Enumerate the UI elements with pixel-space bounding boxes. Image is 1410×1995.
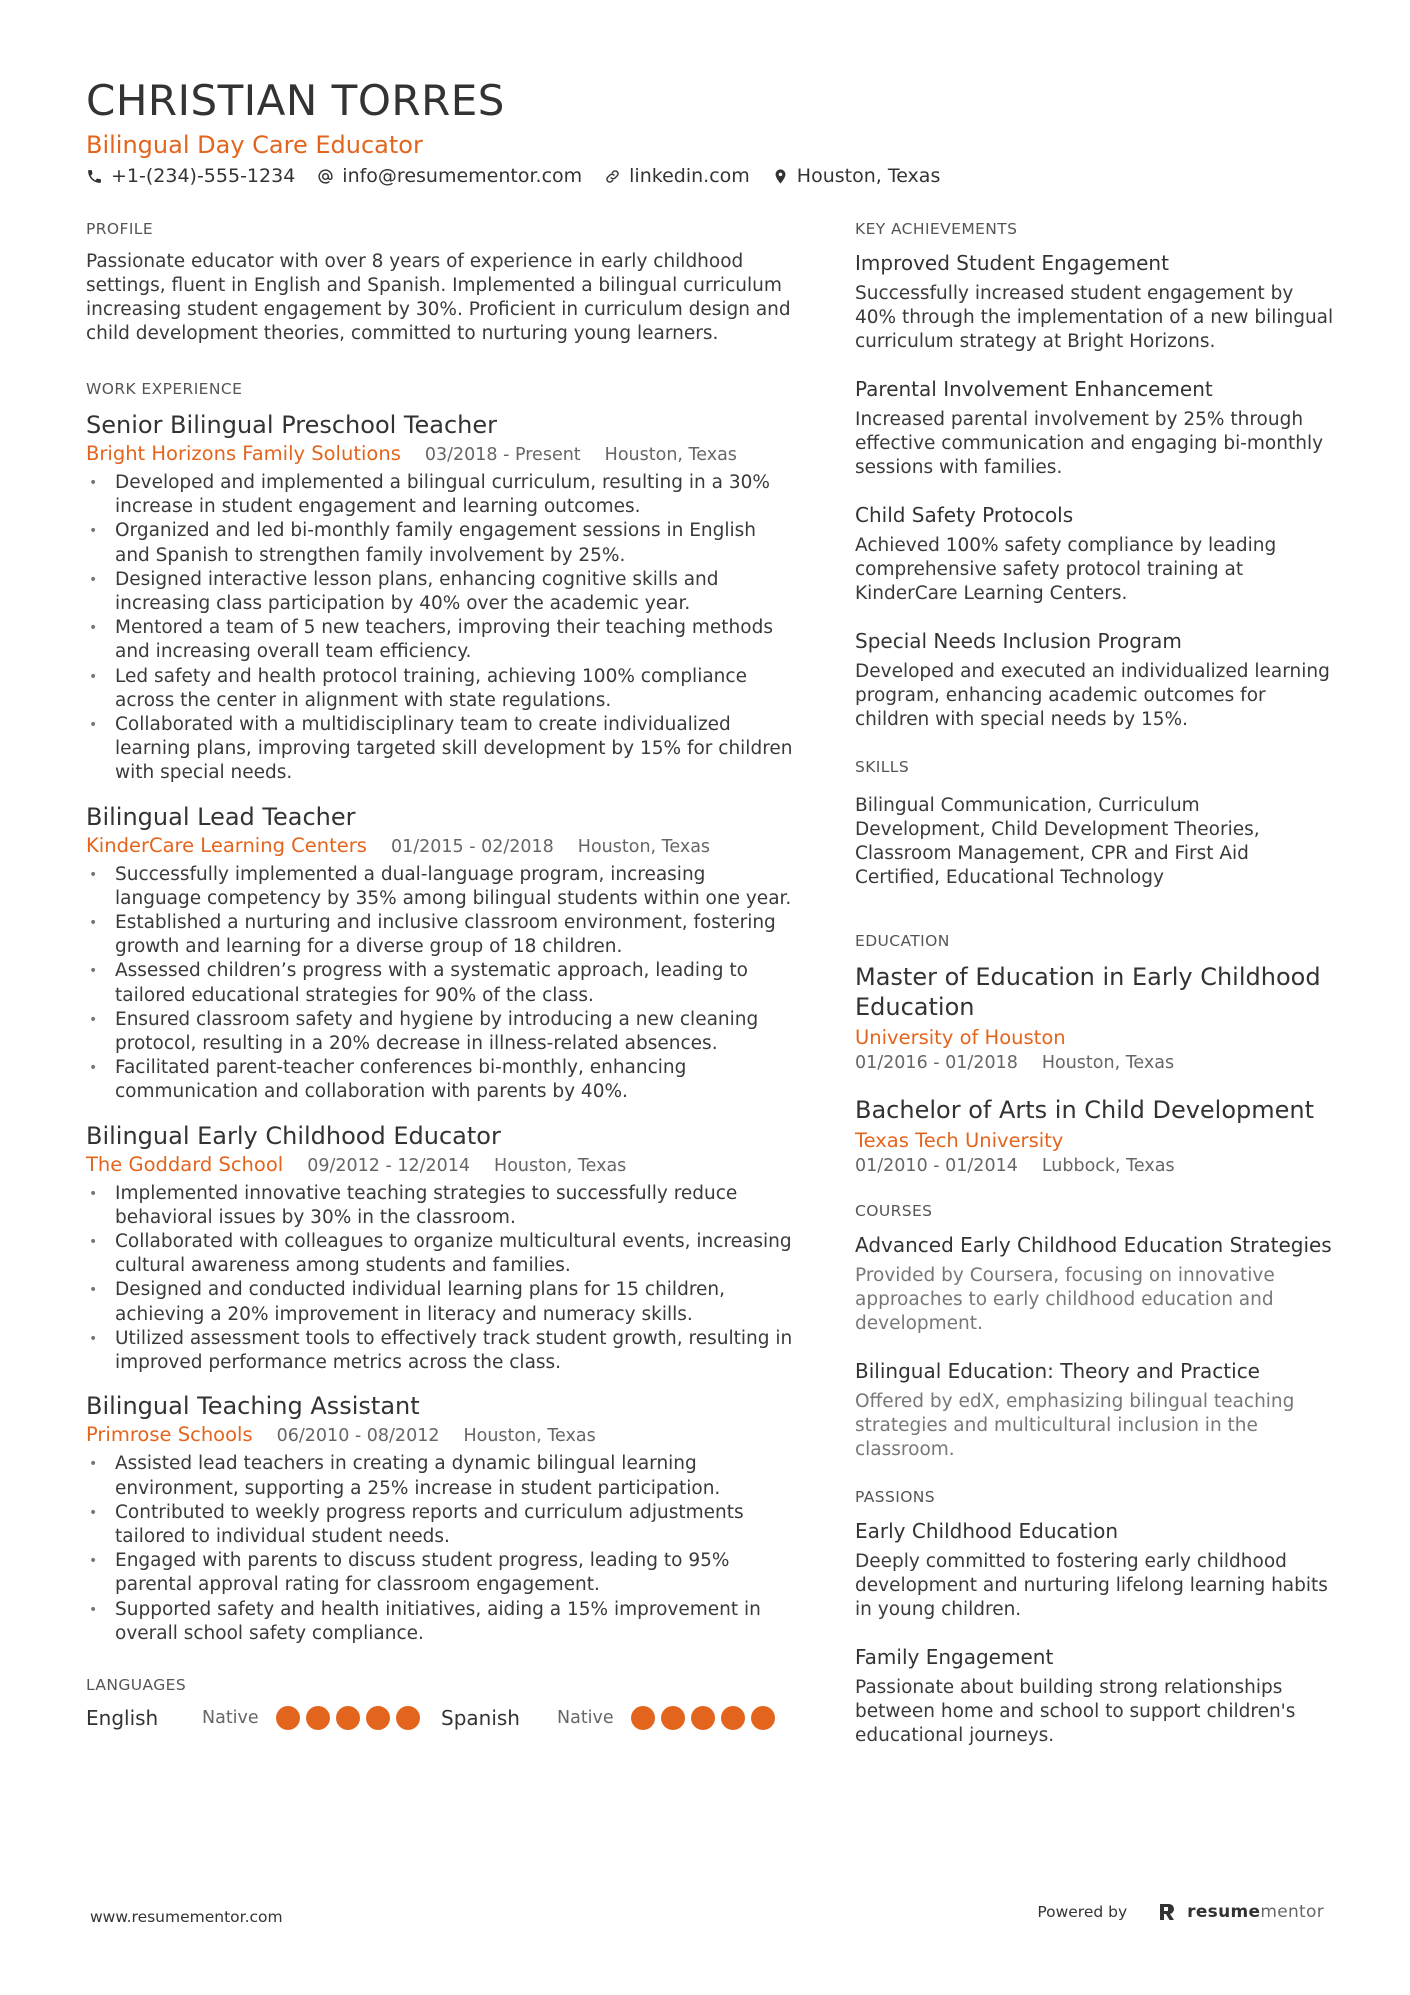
- contact-location: [772, 165, 941, 187]
- pin-icon: [772, 168, 789, 185]
- footer-brand: [1037, 1902, 1324, 1922]
- job-bullet: • Designed and conducted individual learning plans for 15 children, achieving a 20% improvement in literacy and numeracy skills.: [86, 1278, 796, 1326]
- rating-dot: [691, 1706, 715, 1730]
- education-meta: [855, 1053, 1335, 1073]
- achievements-item: [855, 628, 1335, 732]
- job-bullet: • Engaged with parents to discuss student progress, leading to 95% parental approval rating for classroom engagement.: [86, 1549, 796, 1597]
- rating-dot: [366, 1706, 390, 1730]
- passions-heading: PASSIONS: [855, 1488, 936, 1506]
- job-entry: [86, 1121, 796, 1376]
- job-bullet: • Contributed to weekly progress reports and curriculum adjustments tailored to individual student needs.: [86, 1501, 796, 1549]
- job-company: KinderCare Learning Centers: [86, 833, 367, 857]
- job-bullets: [86, 1452, 796, 1646]
- job-bullet: • Collaborated with colleagues to organize multicultural events, increasing cultural awareness among students and families.: [86, 1230, 796, 1278]
- footer-website[interactable]: www.resumementor.com: [90, 1908, 283, 1926]
- phone-text: +1-(234)-555-1234: [111, 165, 296, 187]
- job-meta: [86, 442, 796, 465]
- job-bullets: [86, 1182, 796, 1376]
- job-meta: [86, 834, 796, 857]
- education-location: Lubbock, Texas: [1041, 1156, 1175, 1176]
- language-item: [86, 1706, 441, 1730]
- passions-item: [855, 1644, 1335, 1748]
- rating-dot: [276, 1706, 300, 1730]
- language-rating: [631, 1706, 775, 1730]
- languages-section: [86, 1676, 796, 1730]
- achievements-item-desc: Developed and executed an individualized learning program, enhancing academic outcomes for children with special needs by 15%.: [855, 661, 1330, 730]
- contact-linkedin[interactable]: [604, 165, 750, 187]
- candidate-role: Bilingual Day Care Educator: [86, 131, 423, 159]
- achievements-item: [855, 250, 1335, 354]
- brand-name: [1187, 1902, 1324, 1922]
- profile-text: Passionate educator with over 8 years of experience in early childhood settings, fluent in English and Spanish. Implemented a bilingual curriculum increasing student engagement by 30%. Proficient in curriculum design and child development theories, committed to nurturing young learners.: [86, 251, 791, 344]
- education-heading: EDUCATION: [855, 932, 950, 950]
- at-icon: [317, 168, 334, 185]
- education-school: University of Houston: [855, 1026, 1066, 1049]
- education-dates: 01/2010 - 01/2014: [855, 1156, 1018, 1176]
- skills-section: [855, 758, 1335, 890]
- job-entry: [86, 1391, 796, 1646]
- job-bullet: • Organized and led bi-monthly family engagement sessions in English and Spanish to strengthen family involvement by 25%.: [86, 519, 796, 567]
- rating-dot: [631, 1706, 655, 1730]
- achievements-item-title: Improved Student Engagement: [855, 251, 1169, 275]
- job-bullet: • Assessed children’s progress with a systematic approach, leading to tailored educational strategies for 90% of the class.: [86, 959, 796, 1007]
- achievements-item-desc: Successfully increased student engagement by 40% through the implementation of a new bilingual curriculum strategy at Bright Horizons.: [855, 283, 1334, 352]
- passions-item-desc: Deeply committed to fostering early childhood development and nurturing lifelong learning habits in young children.: [855, 1551, 1328, 1620]
- education-item: [855, 962, 1335, 1073]
- job-title: Bilingual Early Childhood Educator: [86, 1121, 501, 1150]
- achievements-item-title: Special Needs Inclusion Program: [855, 629, 1182, 653]
- job-dates: 03/2018 - Present: [424, 445, 581, 465]
- job-bullets: [86, 471, 796, 786]
- education-list: [855, 962, 1335, 1176]
- passions-item-title: Early Childhood Education: [855, 1519, 1119, 1543]
- education-location: Houston, Texas: [1041, 1053, 1175, 1073]
- courses-item-title: Bilingual Education: Theory and Practice: [855, 1359, 1260, 1383]
- passions-item-desc: Passionate about building strong relationships between home and school to support children's educational journeys.: [855, 1677, 1296, 1746]
- job-location: Houston, Texas: [577, 836, 711, 857]
- email-text: info@resumementor.com: [342, 165, 583, 187]
- languages-heading: LANGUAGES: [86, 1675, 187, 1694]
- profile-heading: PROFILE: [86, 220, 154, 238]
- brand-name-bold: resume: [1187, 1902, 1261, 1922]
- language-level: Native: [202, 1707, 259, 1728]
- courses-item-title: Advanced Early Childhood Education Strategies: [855, 1233, 1332, 1257]
- contact-email[interactable]: [317, 165, 582, 187]
- job-meta: [86, 1423, 796, 1446]
- experience-heading: WORK EXPERIENCE: [86, 380, 243, 398]
- achievements-item-title: Parental Involvement Enhancement: [855, 377, 1213, 401]
- job-bullet: • Facilitated parent-teacher conferences bi-monthly, enhancing communication and collaboration with parents by 40%.: [86, 1056, 796, 1104]
- job-meta: [86, 1153, 796, 1176]
- candidate-name: CHRISTIAN TORRES: [86, 76, 505, 125]
- link-icon: [604, 168, 621, 185]
- passion-list: [855, 1518, 1335, 1748]
- education-degree: Master of Education in Early Childhood Education: [855, 963, 1321, 1021]
- job-bullet: • Established a nurturing and inclusive classroom environment, fostering growth and learning for a diverse group of 18 children.: [86, 911, 796, 959]
- job-bullet: • Assisted lead teachers in creating a dynamic bilingual learning environment, supporting a 25% increase in student participation.: [86, 1452, 796, 1500]
- passions-item-title: Family Engagement: [855, 1645, 1054, 1669]
- education-meta: [855, 1156, 1335, 1176]
- location-text: Houston, Texas: [796, 165, 941, 187]
- courses-heading: COURSES: [855, 1202, 933, 1220]
- linkedin-text: linkedin.com: [629, 165, 750, 187]
- skills-text: Bilingual Communication, Curriculum Development, Child Development Theories, Classroom Management, CPR and First Aid Certified, Educational Technology: [855, 795, 1260, 888]
- language-rating: [276, 1706, 420, 1730]
- course-list: [855, 1232, 1335, 1462]
- experience-section: [86, 380, 796, 1646]
- rating-dot: [661, 1706, 685, 1730]
- job-bullet: • Implemented innovative teaching strategies to successfully reduce behavioral issues by 30% in the classroom.: [86, 1182, 796, 1230]
- achievements-item: [855, 376, 1335, 480]
- job-location: Houston, Texas: [494, 1155, 627, 1176]
- job-company: Primrose Schools: [86, 1423, 253, 1447]
- powered-by-text: Powered by: [1037, 1903, 1128, 1921]
- rating-dot: [396, 1706, 420, 1730]
- job-bullet: • Developed and implemented a bilingual curriculum, resulting in a 30% increase in student engagement and learning outcomes.: [86, 471, 796, 519]
- job-bullet: • Led safety and health protocol training, achieving 100% compliance across the center in alignment with state regulations.: [86, 665, 796, 713]
- education-dates: 01/2016 - 01/2018: [855, 1053, 1018, 1073]
- achievement-list: [855, 250, 1335, 732]
- contact-bar: [86, 165, 940, 187]
- passions-section: [855, 1488, 1335, 1748]
- job-bullet: • Utilized assessment tools to effectively track student growth, resulting in improved performance metrics across the class.: [86, 1327, 796, 1375]
- rating-dot: [751, 1706, 775, 1730]
- education-section: [855, 932, 1335, 1176]
- brand-name-light: mentor: [1260, 1902, 1324, 1922]
- achievements-section: [855, 220, 1335, 732]
- courses-item: [855, 1232, 1335, 1336]
- passions-item: [855, 1518, 1335, 1622]
- contact-phone: [86, 165, 295, 187]
- phone-icon: [86, 168, 103, 185]
- job-company: Bright Horizons Family Solutions: [86, 442, 401, 465]
- left-column: [86, 220, 796, 1764]
- achievements-item: [855, 502, 1335, 606]
- achievements-heading: KEY ACHIEVEMENTS: [855, 220, 1018, 238]
- right-column: [855, 220, 1335, 1782]
- job-location: Houston, Texas: [604, 445, 737, 465]
- resumementor-logo-icon: [1159, 1903, 1175, 1921]
- job-title: Senior Bilingual Preschool Teacher: [86, 411, 498, 439]
- education-degree: Bachelor of Arts in Child Development: [855, 1096, 1315, 1124]
- achievements-item-title: Child Safety Protocols: [855, 503, 1074, 527]
- job-bullet: • Supported safety and health initiatives, aiding a 15% improvement in overall school safety compliance.: [86, 1598, 796, 1646]
- language-list: [86, 1706, 796, 1730]
- job-dates: 09/2012 - 12/2014: [307, 1155, 471, 1176]
- job-list: [86, 410, 796, 1646]
- job-company: The Goddard School: [86, 1152, 284, 1176]
- rating-dot: [721, 1706, 745, 1730]
- job-dates: 01/2015 - 02/2018: [390, 836, 554, 857]
- job-bullet: • Designed interactive lesson plans, enhancing cognitive skills and increasing class participation by 40% over the academic year.: [86, 568, 796, 616]
- job-title: Bilingual Lead Teacher: [86, 802, 356, 831]
- language-name: Spanish: [441, 1705, 520, 1730]
- language-name: English: [86, 1705, 159, 1730]
- achievements-item-desc: Increased parental involvement by 25% through effective communication and engaging bi-monthly sessions with families.: [855, 409, 1324, 478]
- job-title: Bilingual Teaching Assistant: [86, 1392, 420, 1421]
- language-level: Native: [557, 1707, 614, 1728]
- language-item: [441, 1706, 796, 1730]
- education-school: Texas Tech University: [855, 1129, 1064, 1152]
- profile-section: [86, 220, 796, 346]
- courses-item-desc: Offered by edX, emphasizing bilingual teaching strategies and multicultural inclusion in the classroom.: [855, 1391, 1295, 1460]
- job-bullet: • Mentored a team of 5 new teachers, improving their teaching methods and increasing overall team efficiency.: [86, 616, 796, 664]
- courses-item-desc: Provided by Coursera, focusing on innovative approaches to early childhood education and development.: [855, 1265, 1275, 1334]
- courses-item: [855, 1358, 1335, 1462]
- rating-dot: [336, 1706, 360, 1730]
- courses-section: [855, 1202, 1335, 1462]
- rating-dot: [306, 1706, 330, 1730]
- job-bullet: • Collaborated with a multidisciplinary team to create individualized learning plans, improving targeted skill development by 15% for children with special needs.: [86, 713, 796, 786]
- job-location: Houston, Texas: [463, 1426, 596, 1447]
- job-bullets: [86, 863, 796, 1105]
- skills-heading: SKILLS: [855, 758, 910, 776]
- job-dates: 06/2010 - 08/2012: [276, 1426, 440, 1447]
- job-entry: [86, 410, 796, 786]
- job-entry: [86, 802, 796, 1105]
- education-item: [855, 1095, 1335, 1176]
- achievements-item-desc: Achieved 100% safety compliance by leading comprehensive safety protocol training at KinderCare Learning Centers.: [855, 535, 1277, 604]
- job-bullet: • Ensured classroom safety and hygiene by introducing a new cleaning protocol, resulting in a 20% decrease in illness-related absences.: [86, 1008, 796, 1056]
- job-bullet: • Successfully implemented a dual-language program, increasing language competency by 35% among bilingual students within one year.: [86, 863, 796, 911]
